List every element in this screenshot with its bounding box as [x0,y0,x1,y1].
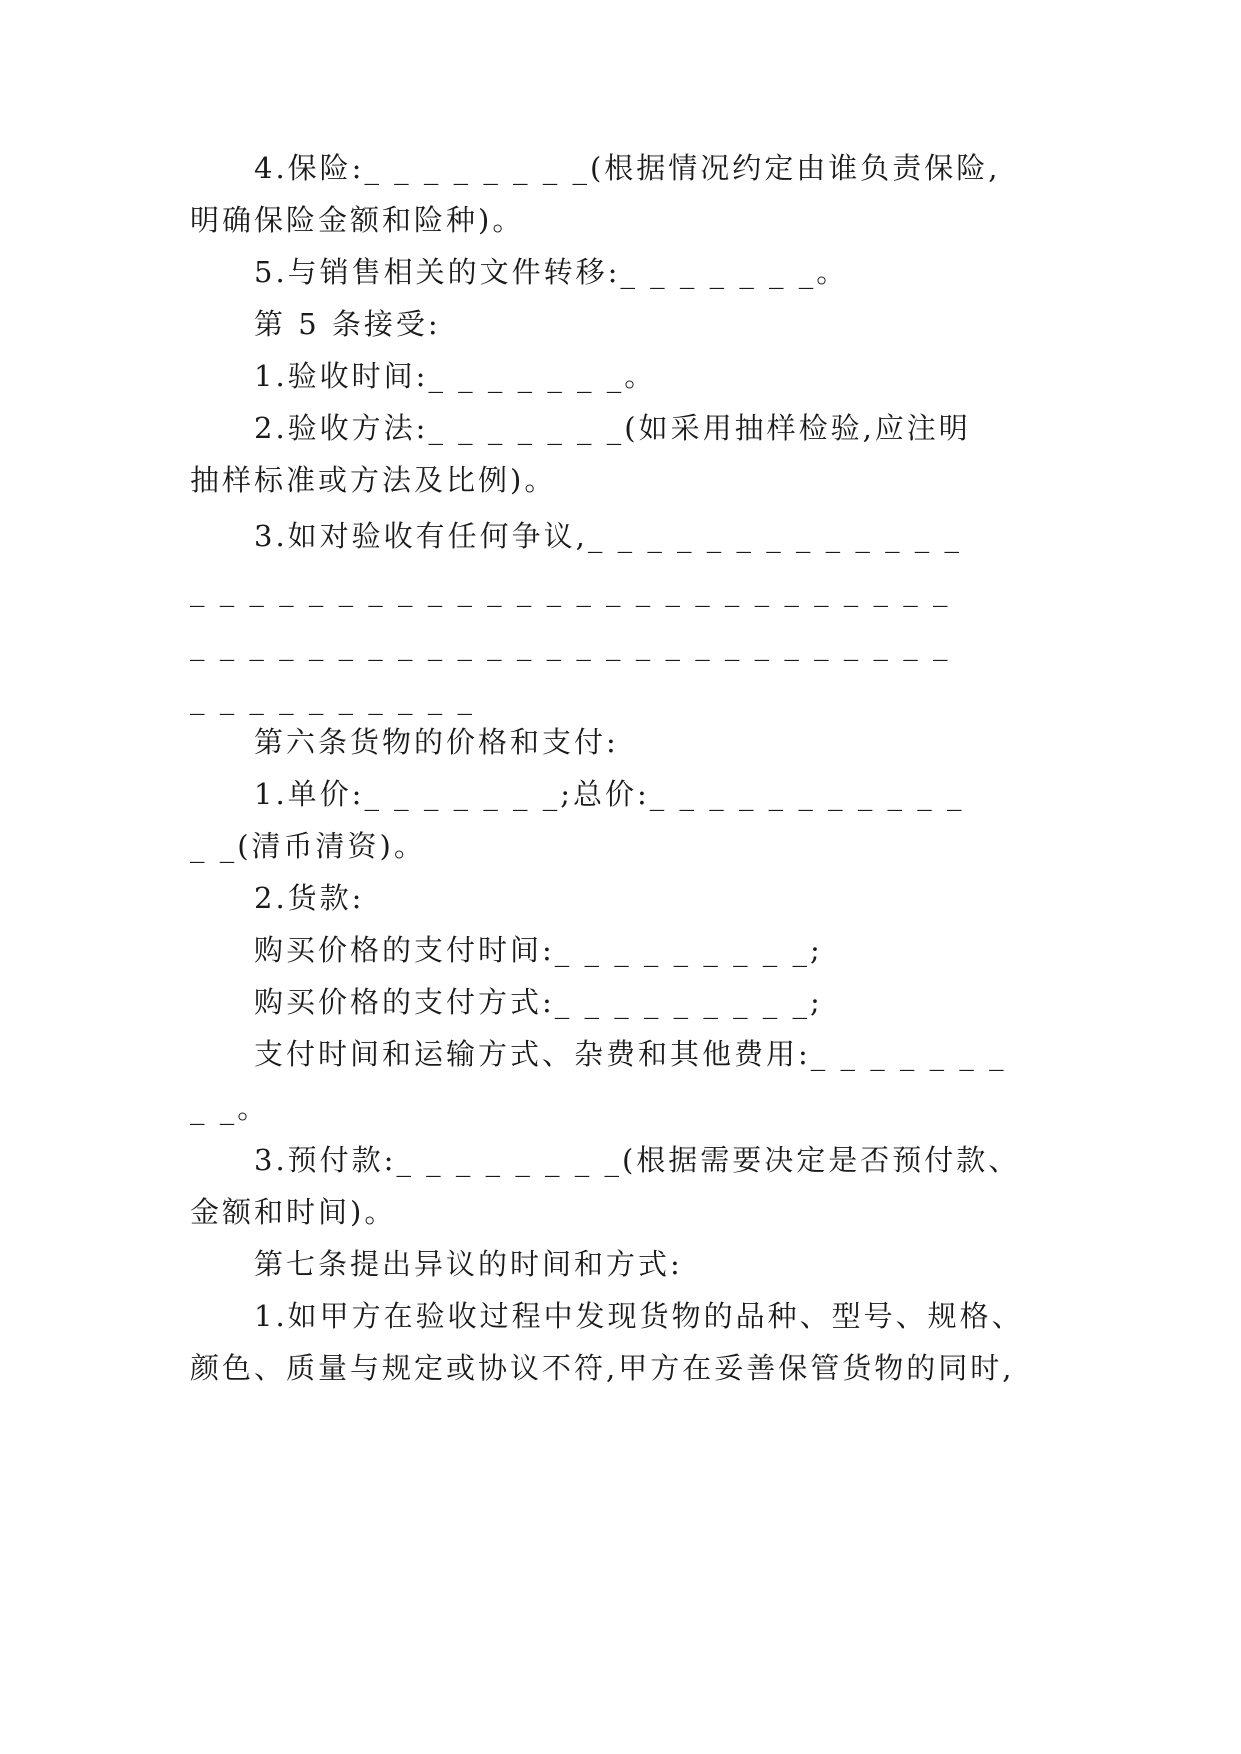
blank-line: _ _ _ _ _ _ _ _ _ _ _ _ _ _ _ _ _ _ _ _ _ _ _ _ _ _ [190,573,951,607]
blank-line: _ _ _ _ _ _ _ _ _ _ [190,681,475,715]
clause-5-file-transfer: 5.与销售相关的文件转移:_ _ _ _ _ _ _。 [254,255,849,289]
article-5-heading: 第 5 条接受: [254,307,441,341]
unit-and-total-price-cont: _ _(清币清资)。 [190,829,426,863]
payment-time: 购买价格的支付时间:_ _ _ _ _ _ _ _ _; [254,933,823,967]
article-7-heading: 第七条提出异议的时间和方式: [254,1247,683,1281]
unit-and-total-price: 1.单价:_ _ _ _ _ _ _;总价:_ _ _ _ _ _ _ _ _ _ _ [254,777,965,811]
blank-line: _ _ _ _ _ _ _ _ _ _ _ _ _ _ _ _ _ _ _ _ _ _ _ _ _ _ [190,627,951,661]
objection-clause-1-cont: 颜色、质量与规定或协议不符,甲方在妥善保管货物的同时, [190,1351,1015,1385]
payment-method: 购买价格的支付方式:_ _ _ _ _ _ _ _ _; [254,985,823,1019]
payment-heading: 2.货款: [254,881,365,915]
prepayment: 3.预付款:_ _ _ _ _ _ _ _(根据需要决定是否预付款、 [254,1143,1021,1177]
acceptance-dispute: 3.如对验收有任何争议,_ _ _ _ _ _ _ _ _ _ _ _ _ [254,519,963,553]
clause-4-insurance-cont: 明确保险金额和险种)。 [190,203,525,237]
acceptance-method-cont: 抽样标准或方法及比例)。 [190,463,557,497]
transport-and-fees: 支付时间和运输方式、杂费和其他费用:_ _ _ _ _ _ _ [254,1037,1007,1071]
prepayment-cont: 金额和时间)。 [190,1195,397,1229]
clause-4-insurance: 4.保险:_ _ _ _ _ _ _ _(根据情况约定由谁负责保险, [254,151,1001,185]
transport-and-fees-cont: _ _。 [190,1091,270,1125]
objection-clause-1: 1.如甲方在验收过程中发现货物的品种、型号、规格、 [254,1299,1024,1333]
article-6-heading: 第六条货物的价格和支付: [254,725,619,759]
acceptance-time: 1.验收时间:_ _ _ _ _ _ _。 [254,359,657,393]
acceptance-method: 2.验收方法:_ _ _ _ _ _ _(如采用抽样检验,应注明 [254,411,971,445]
